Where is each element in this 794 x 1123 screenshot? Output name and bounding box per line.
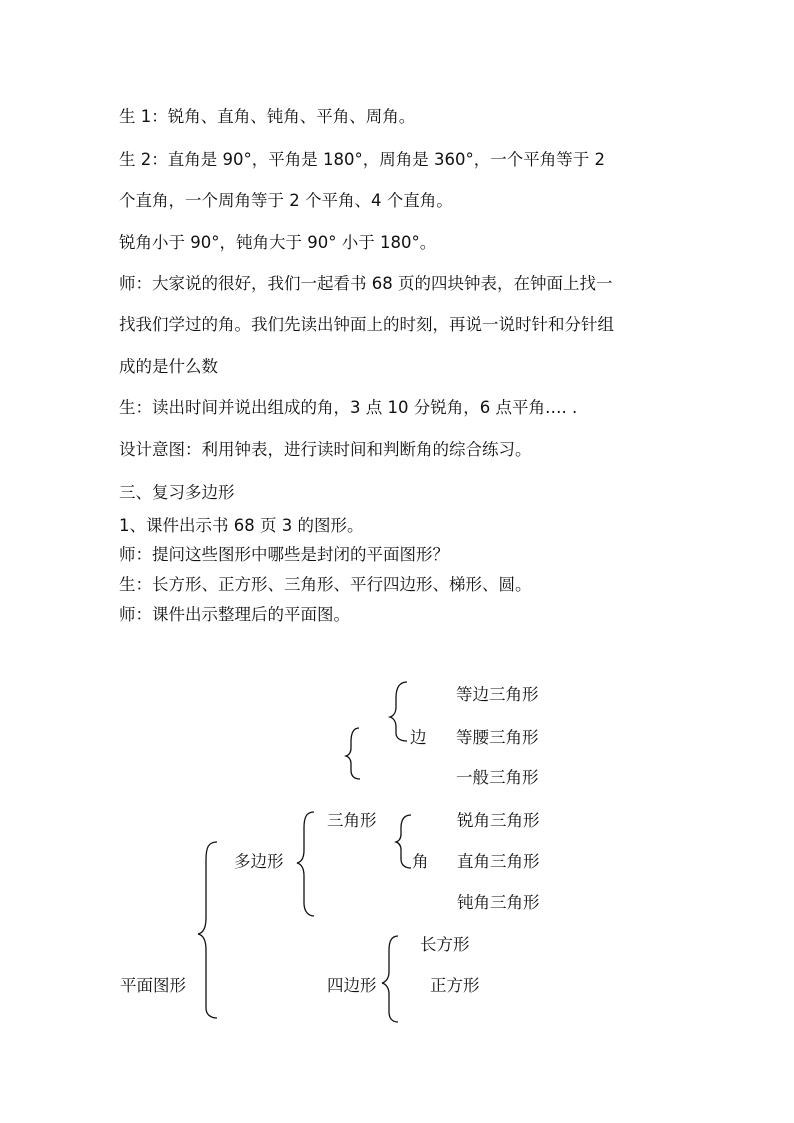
brace-polygon: [297, 812, 314, 916]
label-scalene-triangle: 一般三角形: [456, 768, 539, 787]
paragraph-1: 生 1：锐角、直角、钝角、平角、周角。: [119, 107, 416, 126]
brace-by-side: [390, 682, 407, 741]
label-by-angle: 角: [412, 852, 429, 871]
paragraph-5: 师：大家说的很好，我们一起看书 68 页的四块钟表，在钟面上找一: [119, 274, 613, 293]
section-heading: 三、复习多边形: [119, 483, 235, 502]
label-rectangle: 长方形: [420, 935, 470, 954]
label-isosceles-triangle: 等腰三角形: [456, 728, 539, 747]
label-polygon: 多边形: [234, 852, 284, 871]
paragraph-12: 生：长方形、正方形、三角形、平行四边形、梯形、圆。: [119, 575, 532, 594]
paragraph-3: 个直角，一个周角等于 2 个平角、4 个直角。: [119, 191, 453, 210]
label-right-triangle: 直角三角形: [457, 852, 540, 871]
label-square: 正方形: [430, 976, 480, 995]
brace-plane-figures: [198, 842, 217, 1018]
label-obtuse-triangle: 钝角三角形: [457, 893, 540, 912]
paragraph-7: 成的是什么数: [119, 357, 218, 376]
brace-triangle: [346, 728, 360, 779]
brace-by-angle: [396, 815, 411, 868]
paragraph-11: 师：提问这些图形中哪些是封闭的平面图形？: [119, 545, 449, 564]
paragraph-10: 1、课件出示书 68 页 3 的图形。: [119, 516, 364, 535]
paragraph-6: 找我们学过的角。我们先读出钟面上的时刻，再说一说时针和分针组: [119, 315, 614, 334]
label-by-side: 边: [410, 728, 427, 747]
label-triangle: 三角形: [327, 811, 377, 830]
label-quadrilateral: 四边形: [327, 976, 377, 995]
label-plane-figures: 平面图形: [120, 976, 186, 995]
paragraph-13: 师：课件出示整理后的平面图。: [119, 605, 350, 624]
paragraph-2: 生 2：直角是 90°，平角是 180°，周角是 360°，一个平角等于 2: [119, 150, 605, 169]
brace-quadrilateral: [382, 936, 398, 1022]
label-acute-triangle: 锐角三角形: [457, 811, 540, 830]
paragraph-9: 设计意图：利用钟表，进行读时间和判断角的综合练习。: [119, 440, 532, 459]
paragraph-8: 生：读出时间并说出组成的角，3 点 10 分锐角，6 点平角…. .: [119, 398, 578, 417]
label-equilateral-triangle: 等边三角形: [456, 685, 539, 704]
paragraph-4: 锐角小于 90°，钝角大于 90° 小于 180°。: [119, 233, 437, 252]
